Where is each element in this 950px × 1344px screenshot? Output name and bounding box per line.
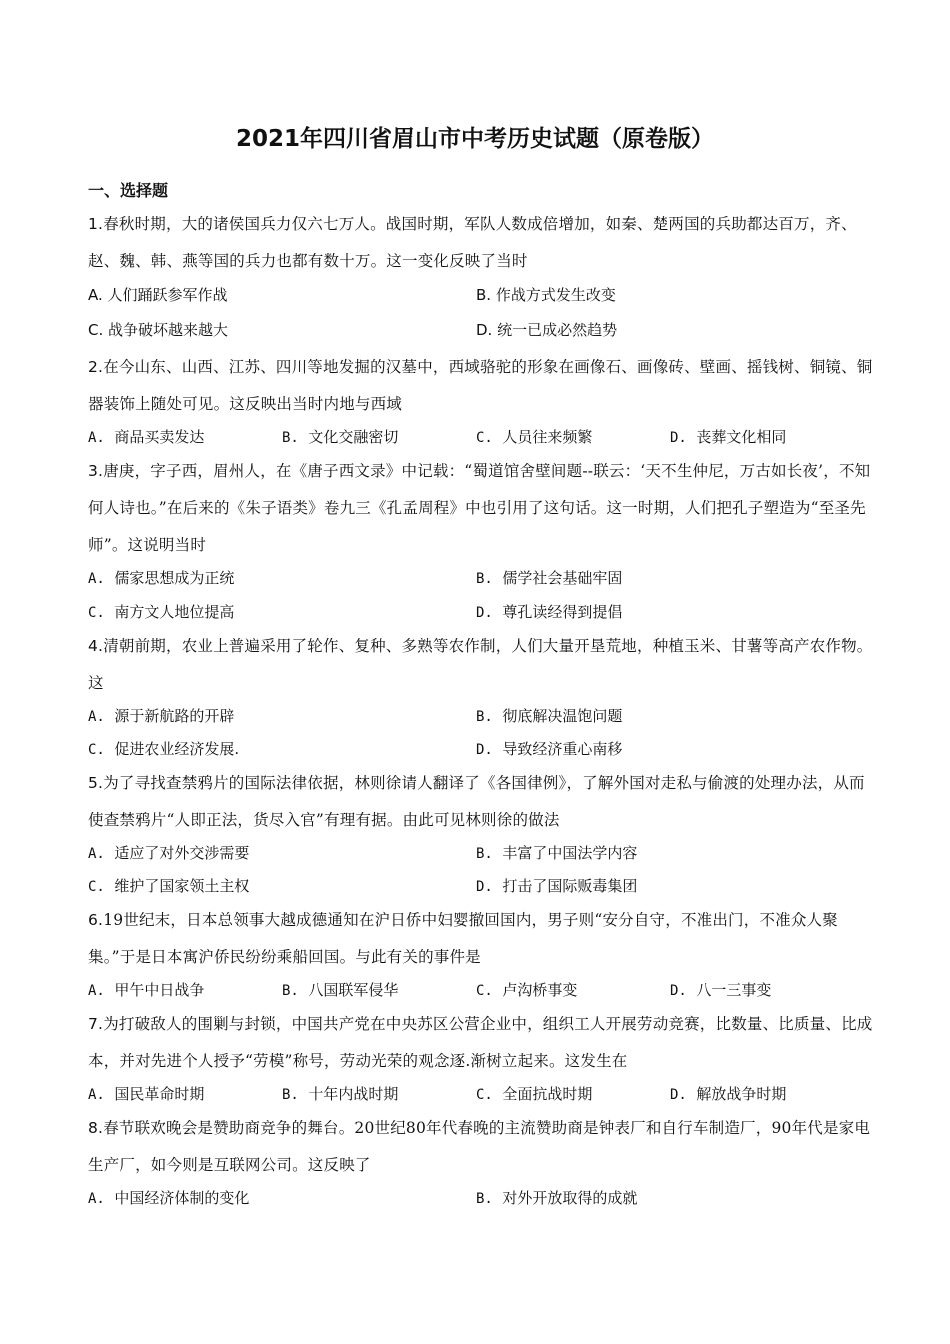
question-4-option-c[interactable]: C. 促进农业经济发展. — [88, 740, 240, 758]
question-2-option-b[interactable]: B. 文化交融密切 — [282, 428, 399, 446]
question-text: 春节联欢晚会是赞助商竞争的舞台。20世纪80年代春晚的主流赞助商是钟表厂和自行车制造厂，90年代是家电生产厂，如今则是互联网公司。这反映了 — [88, 1119, 871, 1174]
question-8-stem — [88, 1110, 873, 1184]
question-1-option-d[interactable]: D. 统一已成必然趋势 — [476, 321, 618, 339]
question-5-option-c[interactable]: C. 维护了国家领土主权 — [88, 877, 250, 895]
question-2-stem — [88, 349, 873, 423]
question-5-option-a[interactable]: A. 适应了对外交涉需要 — [88, 844, 250, 862]
question-3-option-d[interactable]: D. 尊孔读经得到提倡 — [476, 603, 623, 621]
question-3-stem — [88, 453, 873, 564]
question-8-option-b[interactable]: B. 对外开放取得的成就 — [476, 1189, 638, 1207]
question-2-option-c[interactable]: C. 人员往来频繁 — [476, 428, 593, 446]
question-number: 3. — [88, 462, 104, 480]
question-text: 唐庚，字子西，眉州人，在《唐子西文录》中记载：“蜀道馆舍壁间题--联云：‘天不生仲尼，万古如长夜’，不知何人诗也。”在后来的《朱子语类》卷九三《孔孟周程》中也引用了这句话。这一时期，人们把孔子塑造为“至圣先师”。这说明当时 — [88, 462, 871, 554]
question-number: 2. — [88, 358, 104, 376]
question-8-option-a[interactable]: A. 中国经济体制的变化 — [88, 1189, 250, 1207]
question-1-option-a[interactable]: A. 人们踊跃参军作战 — [88, 286, 228, 304]
question-4-stem — [88, 628, 873, 702]
question-text: 清朝前期，农业上普遍采用了轮作、复种、多熟等农作制，人们大量开垦荒地，种植玉米、甘薯等高产农作物。这 — [88, 637, 873, 692]
question-number: 1. — [88, 215, 104, 233]
question-7-stem — [88, 1006, 873, 1080]
question-2-option-d[interactable]: D. 丧葬文化相同 — [670, 428, 787, 446]
question-4-option-d[interactable]: D. 导致经济重心南移 — [476, 740, 623, 758]
question-text: 春秋时期，大的诸侯国兵力仅六七万人。战国时期，军队人数成倍增加，如秦、楚两国的兵助都达百万，齐、赵、魏、韩、燕等国的兵力也都有数十万。这一变化反映了当时 — [88, 215, 857, 270]
question-text: 为打破敌人的围剿与封锁，中国共产党在中央苏区公营企业中，组织工人开展劳动竞赛，比数量、比质量、比成本，并对先进个人授予“劳模”称号，劳动光荣的观念逐.渐树立起来。这发生在 — [88, 1015, 873, 1070]
question-6-option-c[interactable]: C. 卢沟桥事变 — [476, 981, 578, 999]
question-number: 4. — [88, 637, 104, 655]
question-3-option-c[interactable]: C. 南方文人地位提高 — [88, 603, 235, 621]
question-number: 8. — [88, 1119, 104, 1137]
question-5-option-d[interactable]: D. 打击了国际贩毒集团 — [476, 877, 638, 895]
question-6-option-a[interactable]: A. 甲午中日战争 — [88, 981, 205, 999]
page-title: 2021年四川省眉山市中考历史试题（原卷版） — [235, 126, 714, 152]
section-heading: 一、选择题 — [88, 181, 169, 200]
question-1-stem — [88, 206, 873, 280]
question-text: 在今山东、山西、江苏、四川等地发掘的汉墓中，西域骆驼的形象在画像石、画像砖、壁画、摇钱树、铜镜、铜器装饰上随处可见。这反映出当时内地与西域 — [88, 358, 873, 413]
question-7-option-a[interactable]: A. 国民革命时期 — [88, 1085, 205, 1103]
question-6-option-b[interactable]: B. 八国联军侵华 — [282, 981, 399, 999]
question-1-option-c[interactable]: C. 战争破坏越来越大 — [88, 321, 229, 339]
question-number: 5. — [88, 774, 104, 792]
question-3-option-a[interactable]: A. 儒家思想成为正统 — [88, 569, 235, 587]
question-7-option-b[interactable]: B. 十年内战时期 — [282, 1085, 399, 1103]
question-5-option-b[interactable]: B. 丰富了中国法学内容 — [476, 844, 638, 862]
question-4-option-a[interactable]: A. 源于新航路的开辟 — [88, 707, 235, 725]
question-1-option-b[interactable]: B. 作战方式发生改变 — [476, 286, 616, 304]
question-number: 7. — [88, 1015, 104, 1033]
question-6-stem — [88, 902, 873, 976]
question-3-option-b[interactable]: B. 儒学社会基础牢固 — [476, 569, 623, 587]
question-5-stem — [88, 765, 873, 839]
question-4-option-b[interactable]: B. 彻底解决温饱问题 — [476, 707, 623, 725]
question-7-option-c[interactable]: C. 全面抗战时期 — [476, 1085, 593, 1103]
question-text: 19世纪末，日本总领事大越成德通知在沪日侨中妇婴撤回国内，男子则“安分自守，不准出门，不准众人聚集。”于是日本寓沪侨民纷纷乘船回国。与此有关的事件是 — [88, 911, 838, 966]
question-text: 为了寻找查禁鸦片的国际法律依据，林则徐请人翻译了《各国律例》，了解外国对走私与偷渡的处理办法，从而使查禁鸦片“人即正法，货尽入官”有理有据。由此可见林则徐的做法 — [88, 774, 865, 829]
question-6-option-d[interactable]: D. 八一三事变 — [670, 981, 772, 999]
question-2-option-a[interactable]: A. 商品买卖发达 — [88, 428, 205, 446]
question-number: 6. — [88, 911, 104, 929]
question-7-option-d[interactable]: D. 解放战争时期 — [670, 1085, 787, 1103]
